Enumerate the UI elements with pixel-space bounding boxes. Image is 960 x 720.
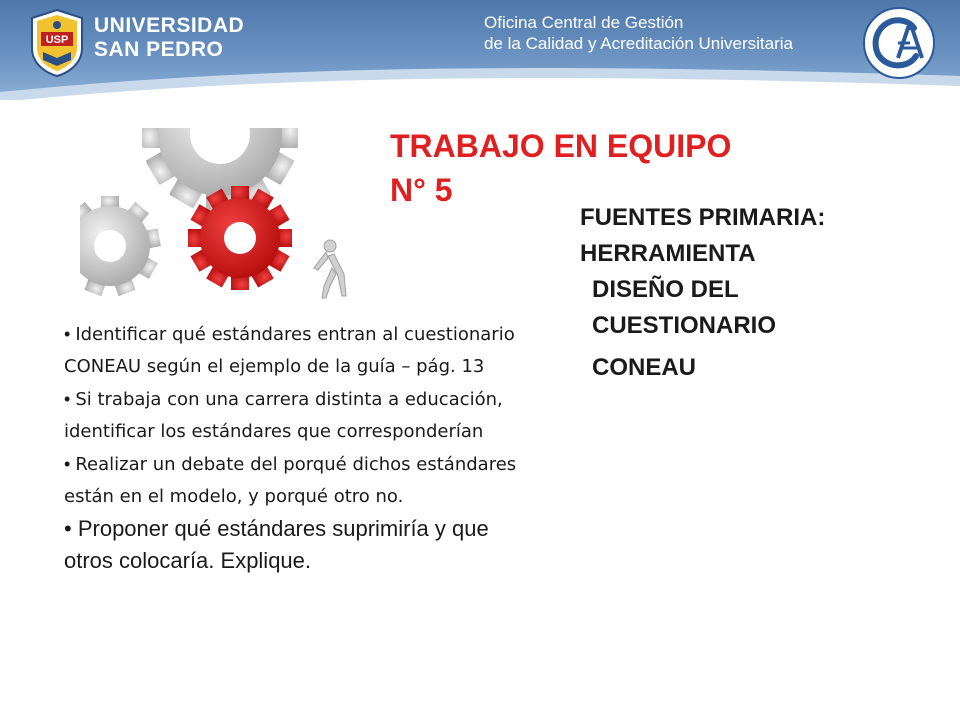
bullet-item [64, 318, 534, 383]
slide-title-line1: TRABAJO EN EQUIPO [390, 128, 732, 164]
crest-text: USP [45, 34, 69, 46]
university-name-line1: UNIVERSIDAD [94, 14, 245, 37]
office-logo-icon [862, 6, 936, 80]
office-name-line1: Oficina Central de Gestión [484, 13, 684, 32]
slide-title [390, 124, 731, 212]
bullet-text: Proponer qué estándares suprimiría y que otros colocaría. Explique. [64, 516, 489, 573]
university-name-line2: SAN PEDRO [94, 38, 224, 61]
office-name-line2: de la Calidad y Acreditación Universitaria [484, 34, 793, 53]
side-heading-line2: HERRAMIENTA [580, 240, 756, 267]
header-wave-decoration [0, 62, 960, 100]
bullet-marker: • [64, 454, 76, 474]
bullet-marker: • [64, 516, 78, 541]
bullet-text: Si trabaja con una carrera distinta a educación, identificar los estándares que corresponderían [64, 389, 503, 442]
side-heading-line5: CONEAU [592, 354, 697, 381]
bullet-list [64, 318, 534, 577]
bullet-marker: • [64, 324, 76, 344]
side-heading-line4: CUESTIONARIO [592, 312, 777, 339]
bullet-marker: • [64, 389, 76, 409]
gears-illustration [80, 128, 382, 306]
university-name [94, 14, 244, 62]
slide-title-line2: N° 5 [390, 172, 453, 208]
bullet-item [64, 448, 534, 513]
bullet-item [64, 383, 534, 448]
side-heading-line1: FUENTES PRIMARIA: [580, 204, 826, 231]
bullet-text: Realizar un debate del porqué dichos estándares están en el modelo, y porqué otro no. [64, 454, 517, 507]
side-heading [580, 200, 825, 386]
bullet-item [64, 513, 534, 577]
university-crest-logo [28, 8, 86, 78]
header-banner [0, 0, 960, 100]
bullet-text: Identificar qué estándares entran al cuestionario CONEAU según el ejemplo de la guía – pág. 13 [64, 324, 515, 377]
office-name [484, 12, 793, 54]
side-heading-line3: DISEÑO DEL [592, 276, 739, 303]
